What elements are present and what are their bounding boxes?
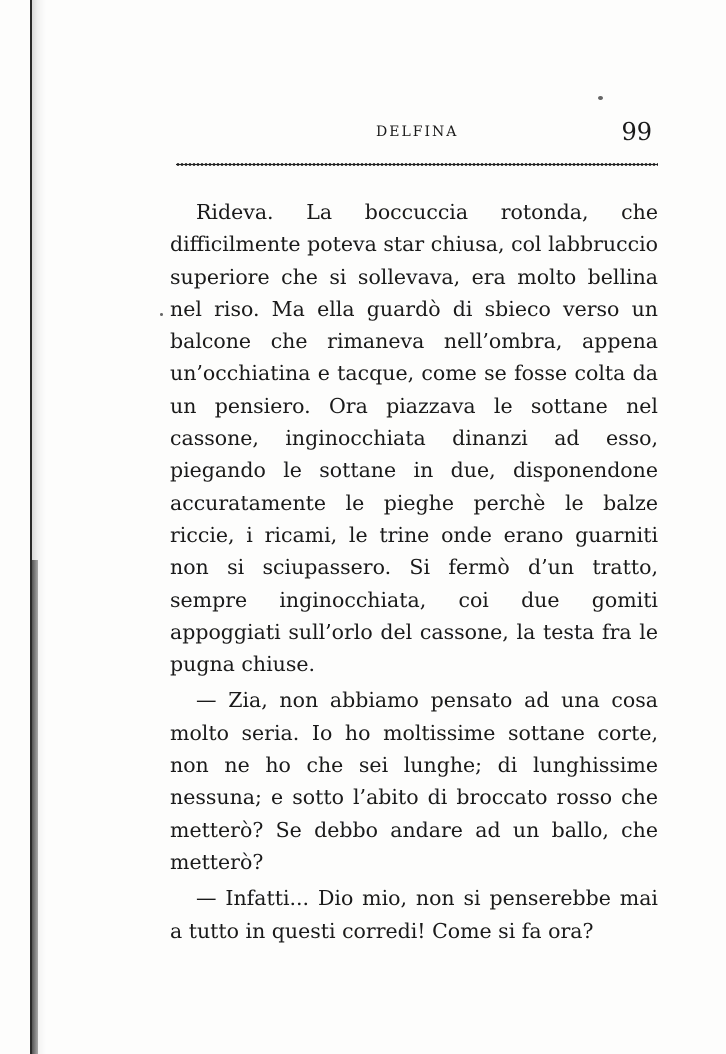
body-text [170,196,658,947]
paragraph: — Infatti... Dio mio, non si penserebbe mai a tutto in questi corredi! Come si fa ora? [170,886,658,943]
paragraph: Rideva. La boccuccia rotonda, che difficilmente poteva star chiusa, col labbruccio superiore che si sollevava, era molto bellina nel riso. Ma ella guardò di sbieco verso un balcone che rimaneva nell’ombra, appena un’occhiatina e tacque, come se fosse colta da un pensiero. Ora piazzava le sottane nel cassone, inginocchiata dinanzi ad esso, piegando le sottane in due, disponendone accuratamente le pieghe perchè le balze riccie, i ricami, le trine onde erano guarniti non si sciupassero. Si fermò d’un tratto, sempre inginocchiata, coi due gomiti appoggiati sull’orlo del cassone, la testa fra le pugna chiuse. [170,200,658,677]
page-header [170,118,656,154]
paragraph: — Zia, non abbiamo pensato ad una cosa molto seria. Io ho moltissime sottane corte, non ne ho che sei lunghe; di lunghissime nessuna; e sotto l’abito di broccato rosso che metterò? Se debbo andare ad un ballo, che metterò? [170,688,658,874]
page-number: 99 [621,118,652,146]
ink-speck [160,313,163,316]
binding-shadow [32,560,38,1054]
running-title: DELFINA [376,124,459,140]
decorative-rule [176,160,658,169]
ink-speck [598,96,603,100]
